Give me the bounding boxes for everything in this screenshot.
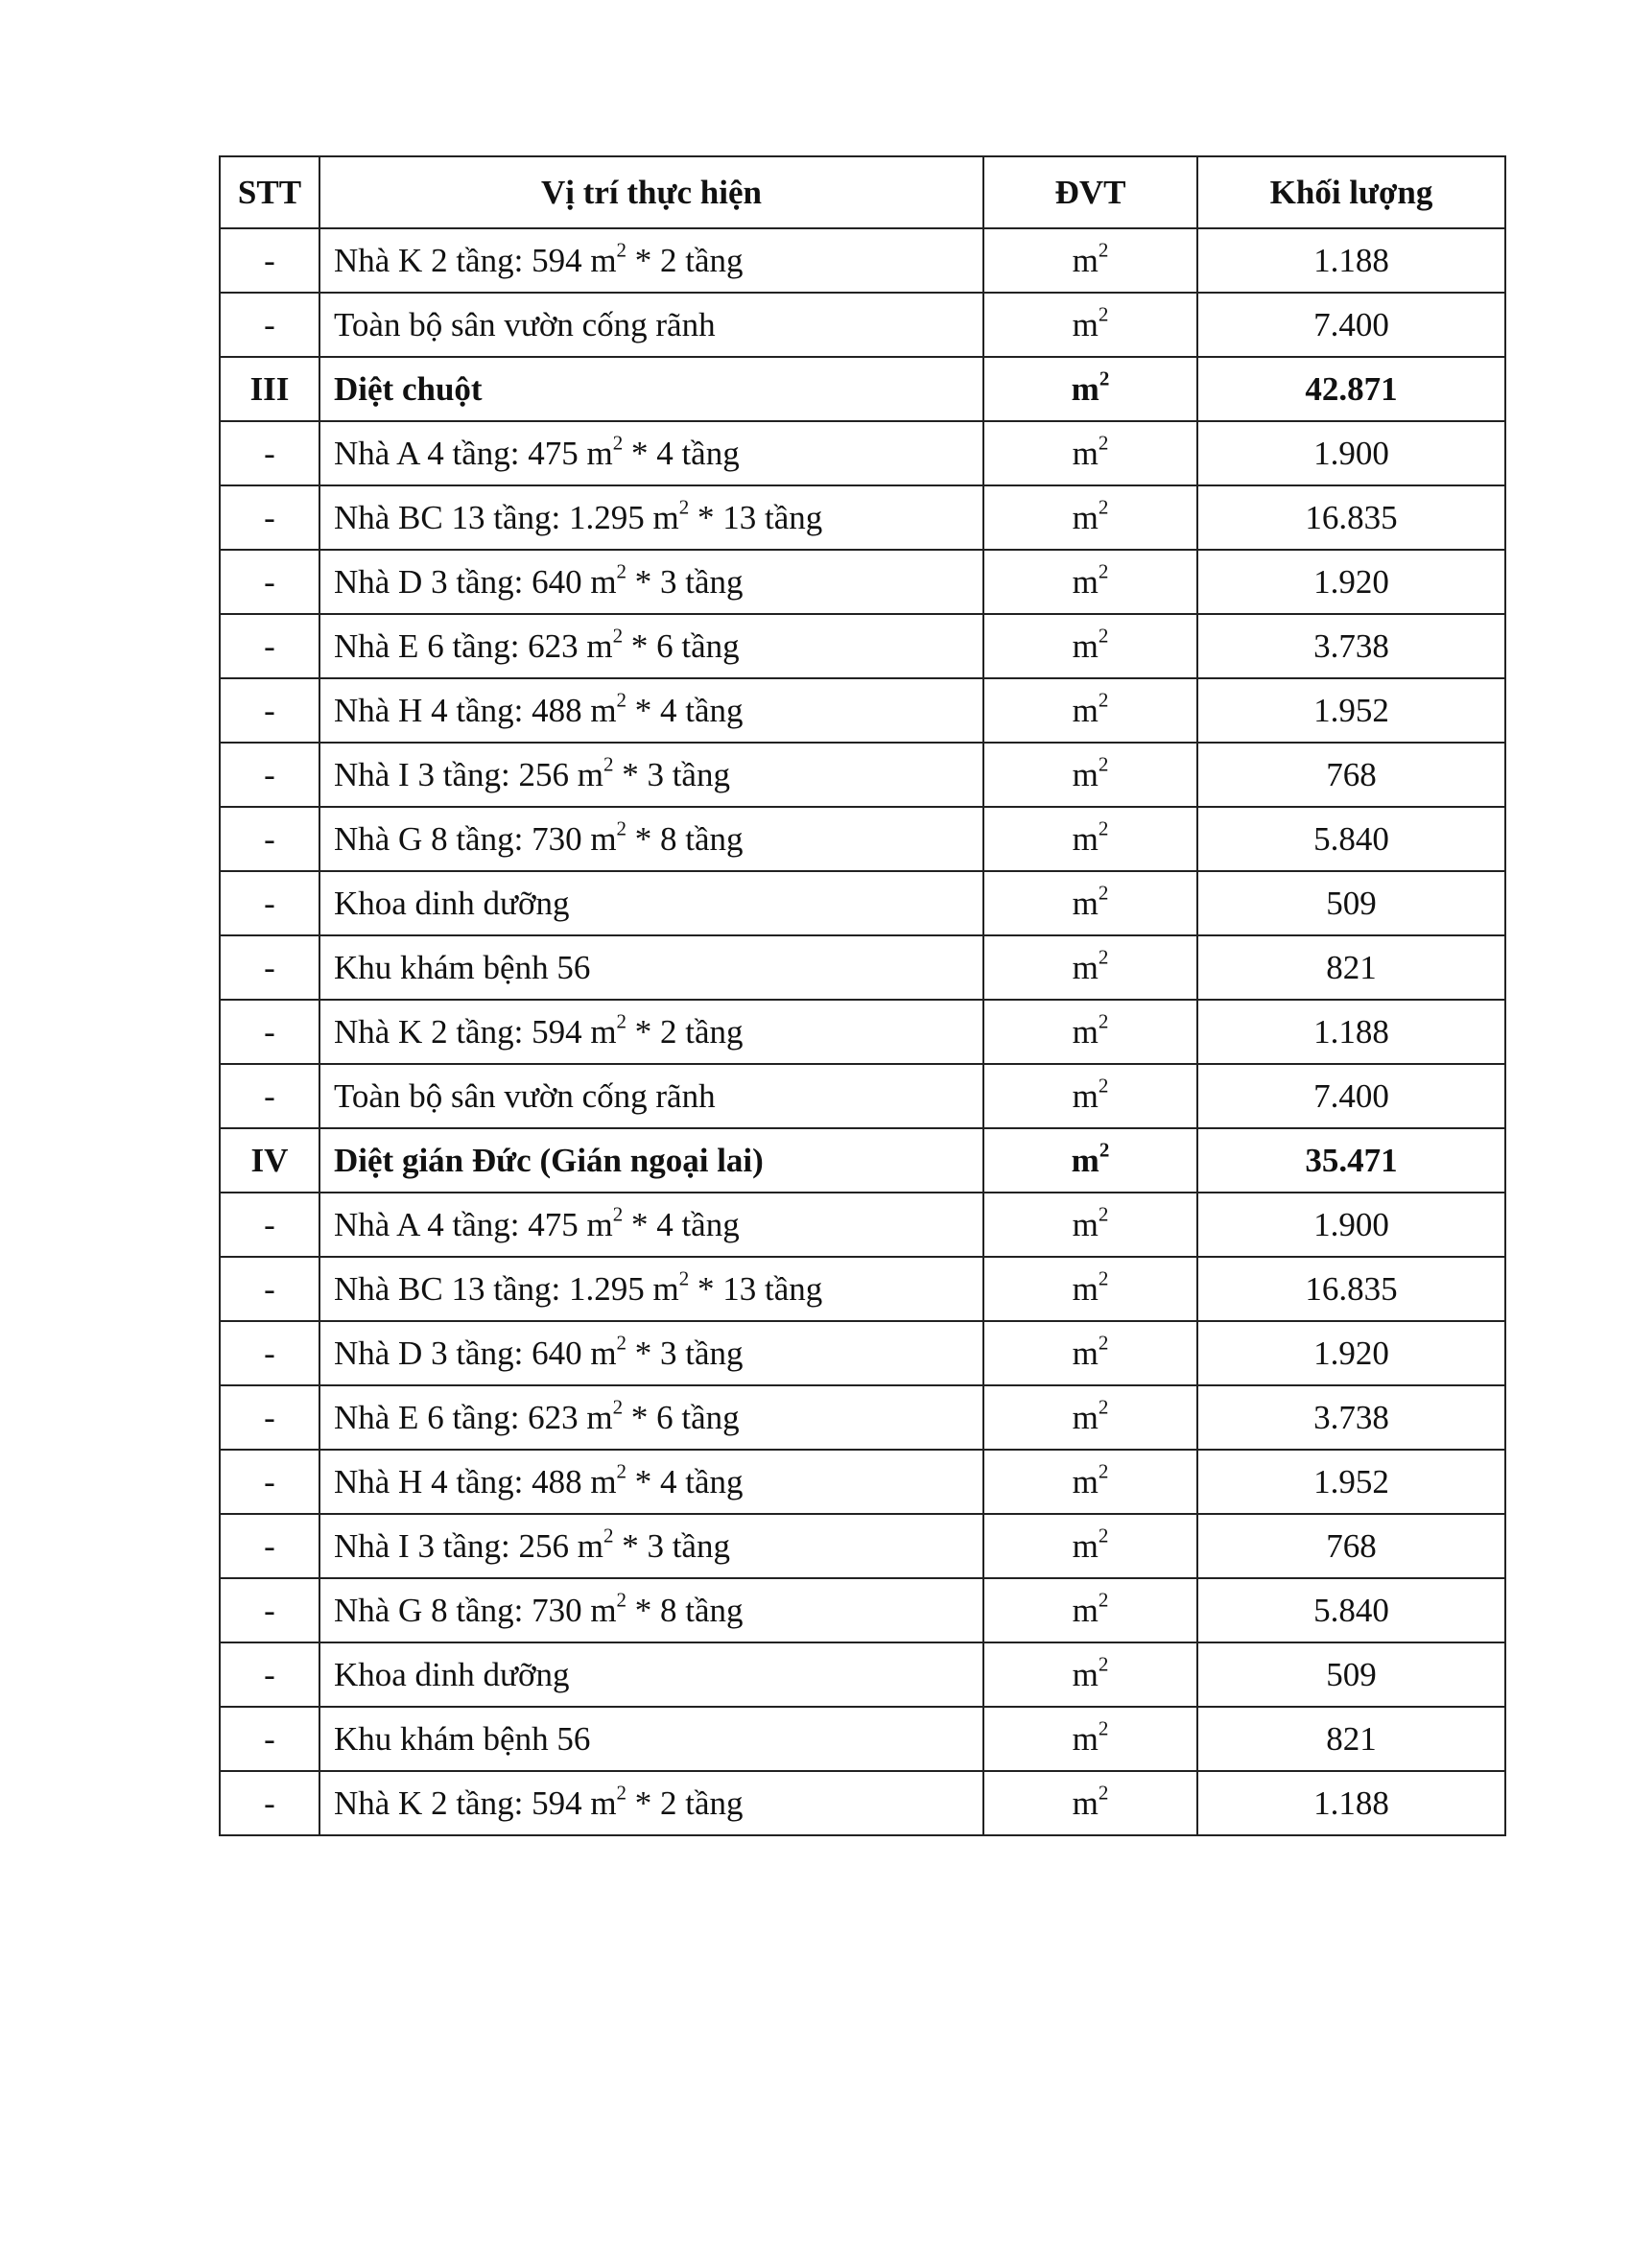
location-text: Diệt gián Đức (Gián ngoại lai): [334, 1142, 764, 1179]
unit-superscript: 2: [1098, 752, 1109, 776]
location-text: Nhà A 4 tầng: 475 m: [334, 1206, 613, 1243]
row-stt: -: [220, 1064, 319, 1128]
row-unit: [983, 871, 1197, 935]
location-superscript: 2: [612, 431, 624, 455]
row-unit: [983, 1128, 1197, 1193]
row-stt: -: [220, 1385, 319, 1450]
unit-superscript: 2: [1098, 302, 1109, 326]
row-quantity: 7.400: [1197, 293, 1505, 357]
table-row: [220, 871, 1505, 935]
row-stt: III: [220, 357, 319, 421]
unit-base: m: [1072, 1270, 1099, 1308]
location-suffix: * 2 tầng: [626, 1784, 744, 1822]
location-suffix: * 4 tầng: [623, 435, 740, 472]
unit-base: m: [1072, 242, 1099, 279]
location-superscript: 2: [678, 495, 690, 519]
row-unit: [983, 1000, 1197, 1064]
location-text: Nhà D 3 tầng: 640 m: [334, 563, 617, 601]
header-unit: ĐVT: [983, 156, 1197, 228]
volume-table: [219, 155, 1506, 1836]
location-text: Nhà D 3 tầng: 640 m: [334, 1335, 617, 1372]
table-row: [220, 1193, 1505, 1257]
table-header-row: [220, 156, 1505, 228]
header-quantity: Khối lượng: [1197, 156, 1505, 228]
table-row: [220, 807, 1505, 871]
unit-superscript: 2: [1098, 1459, 1109, 1483]
row-location: [319, 614, 983, 678]
row-location: [319, 1064, 983, 1128]
location-superscript: 2: [612, 1202, 624, 1226]
row-stt: -: [220, 807, 319, 871]
row-stt: -: [220, 871, 319, 935]
unit-base: m: [1072, 563, 1099, 601]
location-text: Nhà E 6 tầng: 623 m: [334, 1399, 613, 1436]
location-text: Nhà H 4 tầng: 488 m: [334, 1463, 617, 1500]
table-row: [220, 1707, 1505, 1771]
table-body: [220, 228, 1505, 1835]
location-suffix: * 6 tầng: [623, 627, 740, 665]
table-row: [220, 1257, 1505, 1321]
location-superscript: 2: [603, 1524, 614, 1547]
unit-base: m: [1072, 1720, 1099, 1758]
table-row: [220, 293, 1505, 357]
table-row: [220, 228, 1505, 293]
row-unit: [983, 614, 1197, 678]
table-row: [220, 935, 1505, 1000]
row-stt: -: [220, 485, 319, 550]
table-row: [220, 743, 1505, 807]
location-suffix: * 13 tầng: [689, 1270, 823, 1308]
unit-superscript: 2: [1098, 1652, 1109, 1676]
row-location: [319, 1385, 983, 1450]
row-stt: -: [220, 1707, 319, 1771]
unit-superscript: 2: [1099, 1138, 1110, 1162]
row-unit: [983, 1064, 1197, 1128]
row-unit: [983, 1385, 1197, 1450]
unit-superscript: 2: [1098, 1266, 1109, 1290]
row-stt: -: [220, 743, 319, 807]
header-stt: STT: [220, 156, 319, 228]
unit-superscript: 2: [1098, 238, 1109, 262]
row-location: [319, 1578, 983, 1642]
unit-superscript: 2: [1098, 1781, 1109, 1805]
row-unit: [983, 1578, 1197, 1642]
unit-superscript: 2: [1098, 431, 1109, 455]
table-row: [220, 614, 1505, 678]
location-superscript: 2: [616, 1588, 627, 1612]
location-text: Khoa dinh dưỡng: [334, 1656, 570, 1693]
row-stt: -: [220, 1193, 319, 1257]
row-location: [319, 1000, 983, 1064]
row-location: [319, 1514, 983, 1578]
row-location: [319, 1193, 983, 1257]
row-unit: [983, 1450, 1197, 1514]
location-suffix: * 4 tầng: [626, 1463, 744, 1500]
row-quantity: 16.835: [1197, 485, 1505, 550]
row-unit: [983, 807, 1197, 871]
row-location: [319, 1321, 983, 1385]
location-suffix: * 8 tầng: [626, 1592, 744, 1629]
location-text: Nhà BC 13 tầng: 1.295 m: [334, 499, 679, 536]
location-superscript: 2: [616, 1459, 627, 1483]
unit-superscript: 2: [1098, 1331, 1109, 1355]
location-superscript: 2: [616, 816, 627, 840]
location-text: Nhà K 2 tầng: 594 m: [334, 1013, 617, 1051]
row-unit: [983, 1321, 1197, 1385]
table-row: [220, 678, 1505, 743]
row-stt: -: [220, 1642, 319, 1707]
location-superscript: 2: [616, 1781, 627, 1805]
unit-base: m: [1072, 1013, 1099, 1051]
location-suffix: * 3 tầng: [626, 563, 744, 601]
row-unit: [983, 228, 1197, 293]
row-location: [319, 743, 983, 807]
location-text: Nhà H 4 tầng: 488 m: [334, 692, 617, 729]
row-location: [319, 678, 983, 743]
row-location: [319, 871, 983, 935]
location-superscript: 2: [612, 624, 624, 648]
location-suffix: * 4 tầng: [623, 1206, 740, 1243]
unit-superscript: 2: [1099, 366, 1110, 390]
row-location: [319, 1257, 983, 1321]
row-unit: [983, 935, 1197, 1000]
location-text: Nhà I 3 tầng: 256 m: [334, 1527, 603, 1565]
row-stt: -: [220, 1771, 319, 1835]
row-quantity: 5.840: [1197, 1578, 1505, 1642]
row-stt: -: [220, 421, 319, 485]
location-text: Nhà G 8 tầng: 730 m: [334, 1592, 617, 1629]
table-row: [220, 550, 1505, 614]
unit-superscript: 2: [1098, 624, 1109, 648]
location-suffix: * 2 tầng: [626, 1013, 744, 1051]
row-quantity: 1.952: [1197, 1450, 1505, 1514]
location-suffix: * 8 tầng: [626, 820, 744, 858]
unit-base: m: [1072, 1335, 1099, 1372]
row-stt: -: [220, 228, 319, 293]
row-location: [319, 935, 983, 1000]
row-unit: [983, 550, 1197, 614]
row-location: [319, 1642, 983, 1707]
row-stt: -: [220, 1257, 319, 1321]
row-quantity: 768: [1197, 743, 1505, 807]
row-quantity: 821: [1197, 935, 1505, 1000]
table-row: [220, 1642, 1505, 1707]
table-row: [220, 1578, 1505, 1642]
unit-superscript: 2: [1098, 816, 1109, 840]
row-unit: [983, 743, 1197, 807]
unit-base: m: [1072, 949, 1099, 986]
row-quantity: 35.471: [1197, 1128, 1505, 1193]
unit-superscript: 2: [1098, 1588, 1109, 1612]
row-location: [319, 1771, 983, 1835]
location-superscript: 2: [603, 752, 614, 776]
unit-superscript: 2: [1098, 1009, 1109, 1033]
row-location: [319, 293, 983, 357]
row-location: [319, 1707, 983, 1771]
location-superscript: 2: [616, 559, 627, 583]
row-quantity: 7.400: [1197, 1064, 1505, 1128]
section-row: [220, 1128, 1505, 1193]
unit-superscript: 2: [1098, 1074, 1109, 1098]
section-row: [220, 357, 1505, 421]
row-quantity: 5.840: [1197, 807, 1505, 871]
unit-base: m: [1072, 306, 1099, 343]
unit-base: m: [1072, 1784, 1099, 1822]
unit-base: m: [1072, 1206, 1099, 1243]
location-text: Nhà E 6 tầng: 623 m: [334, 627, 613, 665]
row-quantity: 1.900: [1197, 1193, 1505, 1257]
table-row: [220, 1450, 1505, 1514]
location-suffix: * 6 tầng: [623, 1399, 740, 1436]
unit-superscript: 2: [1098, 559, 1109, 583]
location-superscript: 2: [616, 1009, 627, 1033]
row-location: [319, 807, 983, 871]
table-row: [220, 1064, 1505, 1128]
location-superscript: 2: [616, 1331, 627, 1355]
unit-base: m: [1072, 885, 1099, 922]
row-quantity: 1.900: [1197, 421, 1505, 485]
unit-superscript: 2: [1098, 1202, 1109, 1226]
row-quantity: 1.188: [1197, 228, 1505, 293]
unit-base: m: [1072, 1399, 1099, 1436]
row-stt: IV: [220, 1128, 319, 1193]
location-text: Toàn bộ sân vườn cống rãnh: [334, 1077, 716, 1115]
unit-superscript: 2: [1098, 1524, 1109, 1547]
location-text: Toàn bộ sân vườn cống rãnh: [334, 306, 716, 343]
unit-base: m: [1072, 435, 1099, 472]
unit-base: m: [1071, 370, 1099, 408]
row-location: [319, 1450, 983, 1514]
row-unit: [983, 357, 1197, 421]
row-quantity: 3.738: [1197, 1385, 1505, 1450]
location-text: Nhà K 2 tầng: 594 m: [334, 1784, 617, 1822]
unit-base: m: [1072, 627, 1099, 665]
unit-superscript: 2: [1098, 1395, 1109, 1419]
row-quantity: 1.188: [1197, 1771, 1505, 1835]
unit-superscript: 2: [1098, 688, 1109, 712]
row-unit: [983, 485, 1197, 550]
unit-base: m: [1072, 1527, 1099, 1565]
location-superscript: 2: [612, 1395, 624, 1419]
location-suffix: * 2 tầng: [626, 242, 744, 279]
location-text: Nhà K 2 tầng: 594 m: [334, 242, 617, 279]
row-stt: -: [220, 1514, 319, 1578]
row-quantity: 509: [1197, 1642, 1505, 1707]
row-unit: [983, 1514, 1197, 1578]
table-row: [220, 1514, 1505, 1578]
row-unit: [983, 1257, 1197, 1321]
unit-superscript: 2: [1098, 495, 1109, 519]
row-unit: [983, 1771, 1197, 1835]
row-unit: [983, 678, 1197, 743]
table-row: [220, 1771, 1505, 1835]
row-quantity: 1.920: [1197, 1321, 1505, 1385]
location-superscript: 2: [616, 238, 627, 262]
row-quantity: 42.871: [1197, 357, 1505, 421]
row-location: [319, 1128, 983, 1193]
header-location: Vị trí thực hiện: [319, 156, 983, 228]
row-quantity: 509: [1197, 871, 1505, 935]
row-stt: -: [220, 1450, 319, 1514]
row-stt: -: [220, 1578, 319, 1642]
row-unit: [983, 1707, 1197, 1771]
table-row: [220, 1000, 1505, 1064]
row-stt: -: [220, 1000, 319, 1064]
row-stt: -: [220, 678, 319, 743]
location-text: Khu khám bệnh 56: [334, 1720, 591, 1758]
unit-base: m: [1072, 756, 1099, 793]
unit-superscript: 2: [1098, 1716, 1109, 1740]
location-suffix: * 13 tầng: [689, 499, 823, 536]
row-stt: -: [220, 1321, 319, 1385]
location-text: Nhà BC 13 tầng: 1.295 m: [334, 1270, 679, 1308]
unit-base: m: [1072, 1077, 1099, 1115]
unit-base: m: [1072, 1463, 1099, 1500]
unit-base: m: [1072, 820, 1099, 858]
row-location: [319, 357, 983, 421]
location-suffix: * 3 tầng: [613, 756, 730, 793]
table-row: [220, 1385, 1505, 1450]
row-quantity: 821: [1197, 1707, 1505, 1771]
row-unit: [983, 293, 1197, 357]
row-location: [319, 550, 983, 614]
unit-base: m: [1072, 692, 1099, 729]
location-text: Khu khám bệnh 56: [334, 949, 591, 986]
row-stt: -: [220, 550, 319, 614]
row-location: [319, 485, 983, 550]
row-unit: [983, 1193, 1197, 1257]
location-text: Nhà I 3 tầng: 256 m: [334, 756, 603, 793]
location-superscript: 2: [678, 1266, 690, 1290]
location-suffix: * 4 tầng: [626, 692, 744, 729]
row-quantity: 1.920: [1197, 550, 1505, 614]
row-unit: [983, 1642, 1197, 1707]
location-suffix: * 3 tầng: [626, 1335, 744, 1372]
location-text: Nhà A 4 tầng: 475 m: [334, 435, 613, 472]
table-row: [220, 421, 1505, 485]
location-suffix: * 3 tầng: [613, 1527, 730, 1565]
row-unit: [983, 421, 1197, 485]
unit-base: m: [1071, 1142, 1099, 1179]
unit-base: m: [1072, 499, 1099, 536]
row-quantity: 768: [1197, 1514, 1505, 1578]
location-text: Nhà G 8 tầng: 730 m: [334, 820, 617, 858]
unit-base: m: [1072, 1592, 1099, 1629]
row-quantity: 1.188: [1197, 1000, 1505, 1064]
row-stt: -: [220, 614, 319, 678]
row-location: [319, 421, 983, 485]
row-stt: -: [220, 935, 319, 1000]
unit-superscript: 2: [1098, 945, 1109, 969]
row-location: [319, 228, 983, 293]
location-text: Khoa dinh dưỡng: [334, 885, 570, 922]
table-row: [220, 485, 1505, 550]
row-stt: -: [220, 293, 319, 357]
unit-base: m: [1072, 1656, 1099, 1693]
location-text: Diệt chuột: [334, 370, 483, 408]
table-row: [220, 1321, 1505, 1385]
row-quantity: 1.952: [1197, 678, 1505, 743]
row-quantity: 3.738: [1197, 614, 1505, 678]
unit-superscript: 2: [1098, 881, 1109, 905]
location-superscript: 2: [616, 688, 627, 712]
row-quantity: 16.835: [1197, 1257, 1505, 1321]
